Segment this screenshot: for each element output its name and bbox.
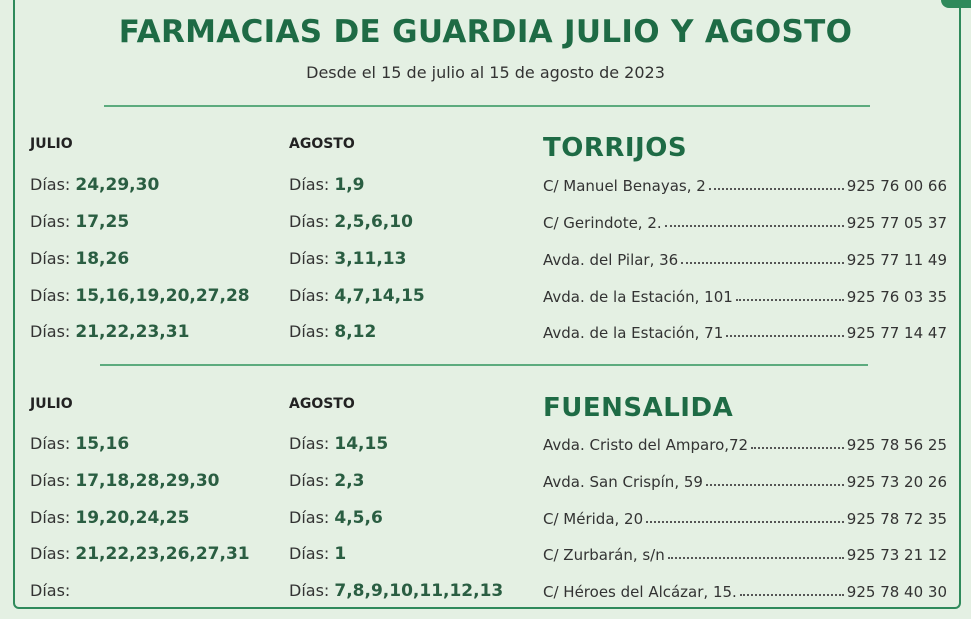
pharmacy-row (0, 434, 971, 460)
pharmacy-row (0, 581, 971, 607)
address: Avda. Cristo del Amparo,72 (543, 436, 749, 454)
address: C/ Mérida, 20 (543, 510, 644, 528)
julio-days-value: 15,16,19,20,27,28 (75, 286, 250, 306)
phone: 925 76 00 66 (846, 177, 947, 195)
agosto-days (289, 544, 346, 564)
julio-days (30, 249, 129, 269)
phone: 925 78 72 35 (846, 510, 947, 528)
agosto-days (289, 286, 425, 306)
address: Avda. San Crispín, 59 (543, 473, 703, 491)
pharmacy-row (0, 212, 971, 238)
julio-days (30, 508, 189, 528)
dias-label: Días: (30, 249, 71, 268)
dot-leader (751, 436, 844, 449)
agosto-header: AGOSTO (289, 396, 355, 412)
divider-top (104, 105, 870, 107)
dias-label: Días: (289, 471, 330, 490)
julio-header: JULIO (30, 396, 73, 412)
julio-header: JULIO (30, 136, 73, 152)
phone: 925 76 03 35 (846, 288, 947, 306)
agosto-days-value: 2,5,6,10 (334, 212, 413, 232)
address: C/ Gerindote, 2. (543, 214, 662, 232)
dias-label: Días: (289, 508, 330, 527)
phone: 925 78 40 30 (846, 583, 947, 601)
address-line (543, 510, 947, 528)
dias-label: Días: (289, 175, 330, 194)
town-name: FUENSALIDA (543, 393, 734, 423)
page-subtitle: Desde el 15 de julio al 15 de agosto de 2023 (306, 63, 665, 82)
dias-label: Días: (289, 249, 330, 268)
agosto-days-value: 2,3 (334, 471, 365, 491)
address-line (543, 251, 947, 269)
dias-label: Días: (289, 286, 330, 305)
agosto-days-value: 1,9 (334, 175, 365, 195)
dias-label: Días: (289, 322, 330, 341)
julio-days-value: 17,18,28,29,30 (75, 471, 220, 491)
address: C/ Héroes del Alcázar, 15. (543, 583, 737, 601)
agosto-days-value: 4,5,6 (334, 508, 383, 528)
dot-leader (668, 546, 844, 559)
dias-label: Días: (289, 212, 330, 231)
address: Avda. de la Estación, 71 (543, 324, 724, 342)
julio-days (30, 544, 250, 564)
dot-leader (726, 324, 844, 337)
pharmacy-row (0, 544, 971, 570)
address: C/ Manuel Benayas, 2 (543, 177, 706, 195)
divider-middle (100, 364, 868, 366)
agosto-days-value: 8,12 (334, 322, 377, 342)
dias-label: Días: (289, 581, 330, 600)
dias-label: Días: (30, 508, 71, 527)
dot-leader (706, 473, 844, 486)
page-title: FARMACIAS DE GUARDIA JULIO Y AGOSTO (118, 14, 853, 50)
phone: 925 77 14 47 (846, 324, 947, 342)
julio-days-value: 15,16 (75, 434, 130, 454)
corner-decoration (941, 0, 971, 8)
phone: 925 77 11 49 (846, 251, 947, 269)
dias-label: Días: (30, 286, 71, 305)
dias-label: Días: (30, 434, 71, 453)
pharmacy-row (0, 286, 971, 312)
dias-label: Días: (30, 471, 71, 490)
agosto-header: AGOSTO (289, 136, 355, 152)
address-line (543, 473, 947, 491)
agosto-days (289, 249, 406, 269)
address-line (543, 214, 947, 232)
pharmacy-row (0, 322, 971, 348)
dias-label: Días: (30, 322, 71, 341)
town-name: TORRIJOS (543, 133, 688, 163)
address-line (543, 177, 947, 195)
agosto-days-value: 14,15 (334, 434, 389, 454)
pharmacy-row (0, 175, 971, 201)
agosto-days (289, 508, 383, 528)
phone: 925 73 20 26 (846, 473, 947, 491)
agosto-days-value: 3,11,13 (334, 249, 407, 269)
julio-days (30, 175, 159, 195)
julio-days-value: 24,29,30 (75, 175, 160, 195)
julio-days-value: 17,25 (75, 212, 130, 232)
dot-leader (709, 177, 844, 190)
pharmacy-row (0, 508, 971, 534)
address: Avda. del Pilar, 36 (543, 251, 679, 269)
address-line (543, 288, 947, 306)
agosto-days (289, 581, 503, 601)
address: C/ Zurbarán, s/n (543, 546, 665, 564)
dias-label: Días: (30, 581, 71, 600)
agosto-days (289, 175, 365, 195)
julio-days (30, 286, 250, 306)
julio-days-value: 21,22,23,26,27,31 (75, 544, 250, 564)
agosto-days (289, 322, 376, 342)
agosto-days (289, 434, 388, 454)
agosto-days-value: 4,7,14,15 (334, 286, 425, 306)
address-line (543, 546, 947, 564)
julio-days (30, 434, 129, 454)
julio-days-value: 18,26 (75, 249, 130, 269)
agosto-days-value: 1 (334, 544, 347, 564)
dias-label: Días: (30, 175, 71, 194)
pharmacy-row (0, 471, 971, 497)
julio-days (30, 581, 70, 601)
agosto-days-value: 7,8,9,10,11,12,13 (334, 581, 504, 601)
julio-days-value: 21,22,23,31 (75, 322, 190, 342)
pharmacy-row (0, 249, 971, 275)
address-line (543, 436, 947, 454)
dias-label: Días: (289, 544, 330, 563)
dot-leader (665, 214, 844, 227)
phone: 925 73 21 12 (846, 546, 947, 564)
dias-label: Días: (289, 434, 330, 453)
dias-label: Días: (30, 544, 71, 563)
phone: 925 78 56 25 (846, 436, 947, 454)
julio-days (30, 471, 220, 491)
dot-leader (740, 583, 844, 596)
address-line (543, 583, 947, 601)
dot-leader (736, 288, 844, 301)
julio-days-value: 19,20,24,25 (75, 508, 190, 528)
julio-days (30, 212, 129, 232)
address-line (543, 324, 947, 342)
dot-leader (646, 510, 844, 523)
address: Avda. de la Estación, 101 (543, 288, 733, 306)
phone: 925 77 05 37 (846, 214, 947, 232)
agosto-days (289, 471, 365, 491)
agosto-days (289, 212, 413, 232)
dot-leader (681, 251, 844, 264)
julio-days (30, 322, 189, 342)
dias-label: Días: (30, 212, 71, 231)
